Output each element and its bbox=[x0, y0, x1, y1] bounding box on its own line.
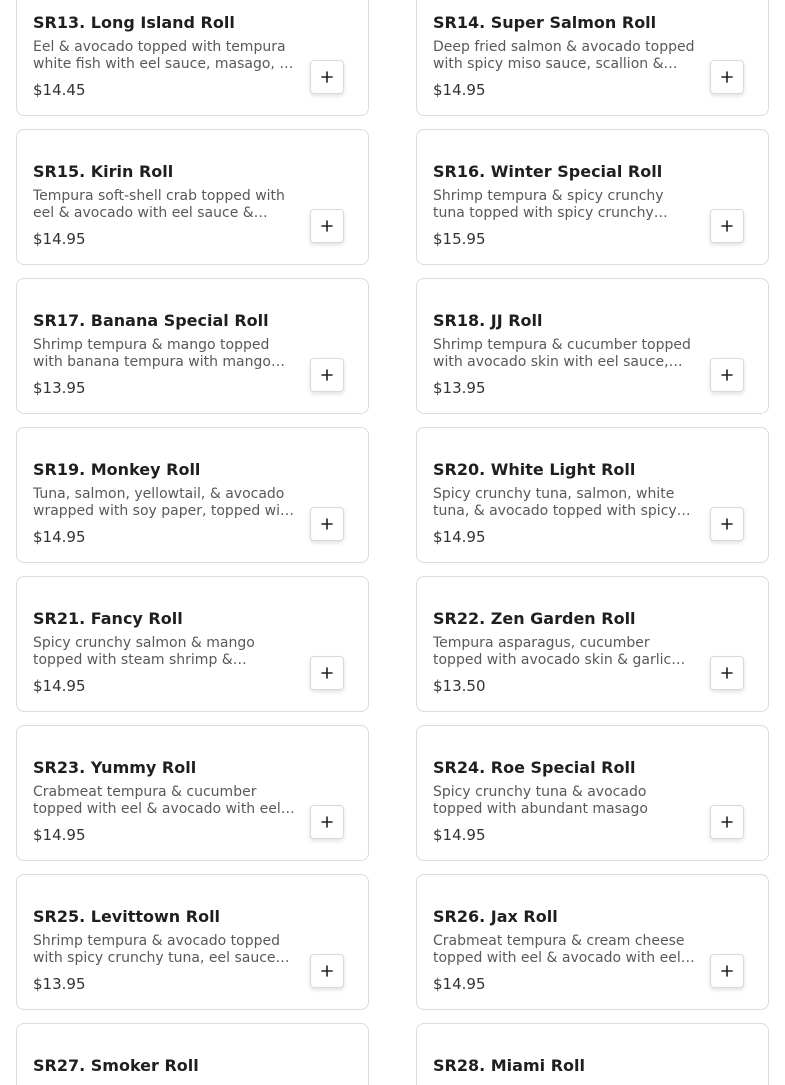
item-title: SR27. Smoker Roll bbox=[33, 1056, 199, 1075]
add-item-button[interactable] bbox=[710, 60, 744, 94]
item-title: SR13. Long Island Roll bbox=[33, 13, 235, 32]
item-title: SR25. Levittown Roll bbox=[33, 907, 221, 926]
add-item-button[interactable] bbox=[310, 60, 344, 94]
item-title: SR14. Super Salmon Roll bbox=[433, 13, 657, 32]
menu-item-card[interactable] bbox=[416, 1023, 769, 1085]
item-title: SR26. Jax Roll bbox=[433, 907, 558, 926]
item-description: Spicy crunchy tuna & avocado topped with abundant masago bbox=[433, 784, 648, 817]
menu-item-card[interactable] bbox=[16, 576, 369, 712]
item-description: Spicy crunchy salmon & mango topped with steam shrimp &… bbox=[33, 635, 255, 668]
item-price: $14.95 bbox=[433, 826, 486, 844]
add-item-button[interactable] bbox=[310, 805, 344, 839]
item-title: SR22. Zen Garden Roll bbox=[433, 609, 636, 628]
item-title: SR16. Winter Special Roll bbox=[433, 162, 663, 181]
menu-item-card[interactable] bbox=[16, 0, 369, 116]
plus-icon bbox=[321, 518, 333, 530]
plus-icon bbox=[721, 965, 733, 977]
menu-item-card[interactable] bbox=[16, 874, 369, 1010]
item-description: Crabmeat tempura & cream cheese topped with eel & avocado with eel… bbox=[433, 933, 695, 966]
add-item-button[interactable] bbox=[710, 954, 744, 988]
add-item-button[interactable] bbox=[710, 507, 744, 541]
item-title: SR17. Banana Special Roll bbox=[33, 311, 269, 330]
item-description: Tempura soft-shell crab topped with eel & avocado with eel sauce &… bbox=[33, 188, 285, 221]
item-title: SR19. Monkey Roll bbox=[33, 460, 201, 479]
plus-icon bbox=[721, 369, 733, 381]
item-title: SR18. JJ Roll bbox=[433, 311, 543, 330]
add-item-button[interactable] bbox=[710, 209, 744, 243]
add-item-button[interactable] bbox=[310, 209, 344, 243]
item-price: $13.50 bbox=[433, 677, 486, 695]
item-price: $14.95 bbox=[33, 528, 86, 546]
item-price: $14.95 bbox=[433, 81, 486, 99]
item-description: Tuna, salmon, yellowtail, & avocado wrapped with soy paper, topped wi… bbox=[33, 486, 294, 519]
menu-item-card[interactable] bbox=[416, 0, 769, 116]
plus-icon bbox=[321, 71, 333, 83]
menu-item-card[interactable] bbox=[16, 1023, 369, 1085]
item-description: Shrimp tempura & cucumber topped with avocado skin with eel sauce,… bbox=[433, 337, 691, 370]
item-price: $14.95 bbox=[33, 677, 86, 695]
item-description: Eel & avocado topped with tempura white fish with eel sauce, masago, … bbox=[33, 39, 294, 72]
item-description: Shrimp tempura & avocado topped with spicy crunchy tuna, eel sauce… bbox=[33, 933, 290, 966]
add-item-button[interactable] bbox=[710, 656, 744, 690]
menu-item-card[interactable] bbox=[16, 278, 369, 414]
menu-item-card[interactable] bbox=[16, 725, 369, 861]
plus-icon bbox=[721, 220, 733, 232]
item-description: Tempura asparagus, cucumber topped with avocado skin & garlic… bbox=[433, 635, 686, 668]
menu-item-card[interactable] bbox=[416, 725, 769, 861]
plus-icon bbox=[721, 816, 733, 828]
plus-icon bbox=[321, 667, 333, 679]
item-price: $13.95 bbox=[33, 379, 86, 397]
add-item-button[interactable] bbox=[710, 805, 744, 839]
item-description: Crabmeat tempura & cucumber topped with eel & avocado with eel… bbox=[33, 784, 295, 817]
item-description: Shrimp tempura & mango topped with banana tempura with mango… bbox=[33, 337, 285, 370]
plus-icon bbox=[321, 369, 333, 381]
item-title: SR28. Miami Roll bbox=[433, 1056, 585, 1075]
menu-item-card[interactable] bbox=[16, 427, 369, 563]
menu-item-card[interactable] bbox=[16, 129, 369, 265]
item-title: SR23. Yummy Roll bbox=[33, 758, 197, 777]
add-item-button[interactable] bbox=[310, 656, 344, 690]
item-description: Shrimp tempura & spicy crunchy tuna topped with spicy crunchy… bbox=[433, 188, 668, 221]
plus-icon bbox=[321, 965, 333, 977]
plus-icon bbox=[721, 518, 733, 530]
item-title: SR15. Kirin Roll bbox=[33, 162, 174, 181]
menu-item-card[interactable] bbox=[416, 427, 769, 563]
menu-item-card[interactable] bbox=[416, 278, 769, 414]
item-price: $14.45 bbox=[33, 81, 86, 99]
item-price: $13.95 bbox=[433, 379, 486, 397]
item-price: $14.95 bbox=[33, 230, 86, 248]
plus-icon bbox=[321, 220, 333, 232]
plus-icon bbox=[721, 71, 733, 83]
item-description: Deep fried salmon & avocado topped with spicy miso sauce, scallion &… bbox=[433, 39, 695, 72]
item-title: SR20. White Light Roll bbox=[433, 460, 636, 479]
item-price: $14.95 bbox=[33, 826, 86, 844]
add-item-button[interactable] bbox=[310, 507, 344, 541]
plus-icon bbox=[321, 816, 333, 828]
item-price: $14.95 bbox=[433, 528, 486, 546]
item-price: $13.95 bbox=[33, 975, 86, 993]
item-price: $15.95 bbox=[433, 230, 486, 248]
item-title: SR24. Roe Special Roll bbox=[433, 758, 636, 777]
item-description: Spicy crunchy tuna, salmon, white tuna, & avocado topped with spicy… bbox=[433, 486, 691, 519]
plus-icon bbox=[721, 667, 733, 679]
menu-item-card[interactable] bbox=[416, 576, 769, 712]
item-title: SR21. Fancy Roll bbox=[33, 609, 183, 628]
add-item-button[interactable] bbox=[310, 358, 344, 392]
add-item-button[interactable] bbox=[710, 358, 744, 392]
menu-item-card[interactable] bbox=[416, 129, 769, 265]
menu-item-card[interactable] bbox=[416, 874, 769, 1010]
add-item-button[interactable] bbox=[310, 954, 344, 988]
item-price: $14.95 bbox=[433, 975, 486, 993]
